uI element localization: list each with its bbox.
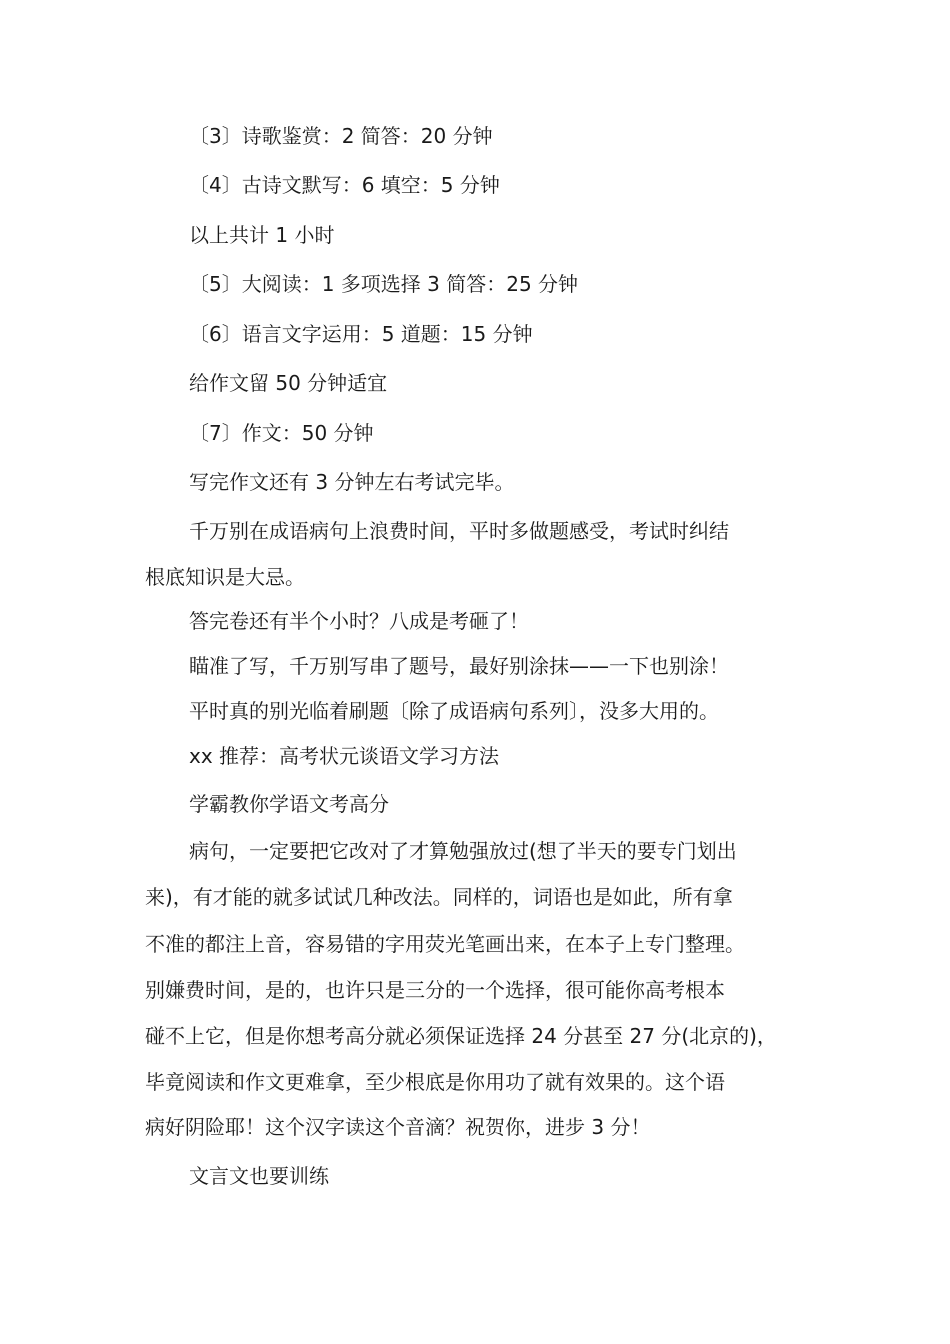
paragraph-idiom-line-1: 千万别在成语病句上浪费时间，平时多做题感受，考试时纠结	[189, 519, 729, 543]
paragraph-sentence-line-5: 碰不上它，但是你想考高分就必须保证选择 24 分甚至 27 分(北京的)，	[145, 1024, 777, 1048]
paragraph-sentence-line-7: 病好阴险耶！这个汉字读这个音滴？祝贺你，进步 3 分！	[145, 1115, 651, 1139]
text-line-finish: 写完作文还有 3 分钟左右考试完毕。	[189, 470, 515, 494]
paragraph-sentence-line-6: 毕竟阅读和作文更难拿，至少根底是你用功了就有效果的。这个语	[145, 1070, 725, 1094]
text-line-essay: 〔7〕作文：50 分钟	[189, 421, 374, 445]
paragraph-sentence-line-3: 不准的都注上音，容易错的字用荧光笔画出来，在本子上专门整理。	[145, 932, 745, 956]
text-line-big-reading: 〔5〕大阅读：1 多项选择 3 简答：25 分钟	[189, 272, 579, 296]
paragraph-sentence-line-1: 病句，一定要把它改对了才算勉强放过(想了半天的要专门划出	[189, 839, 737, 863]
text-line-language-usage: 〔6〕语言文字运用：5 道题：15 分钟	[189, 322, 533, 346]
text-line-classical-dictation: 〔4〕古诗文默写：6 填空：5 分钟	[189, 173, 500, 197]
text-line-top-student: 学霸教你学语文考高分	[189, 792, 389, 816]
text-line-classical-chinese: 文言文也要训练	[189, 1164, 329, 1188]
text-line-practice: 平时真的别光临着刷题〔除了成语病句系列〕，没多大用的。	[189, 699, 719, 723]
text-line-poetry-appreciation: 〔3〕诗歌鉴赏：2 简答：20 分钟	[189, 124, 493, 148]
paragraph-sentence-line-4: 别嫌费时间，是的，也许只是三分的一个选择，很可能你高考根本	[145, 978, 725, 1002]
paragraph-idiom-line-2: 根底知识是大忌。	[145, 565, 305, 589]
paragraph-sentence-line-2: 来)，有才能的就多试试几种改法。同样的，词语也是如此，所有拿	[145, 885, 733, 909]
text-line-half-hour: 答完卷还有半个小时？八成是考砸了！	[189, 609, 529, 633]
text-line-aim-write: 瞄准了写，千万别写串了题号，最好别涂抹——一下也别涂！	[189, 654, 729, 678]
text-line-recommend: xx 推荐：高考状元谈语文学习方法	[189, 744, 500, 768]
text-line-essay-time: 给作文留 50 分钟适宜	[189, 371, 388, 395]
text-line-total-one-hour: 以上共计 1 小时	[189, 223, 335, 247]
